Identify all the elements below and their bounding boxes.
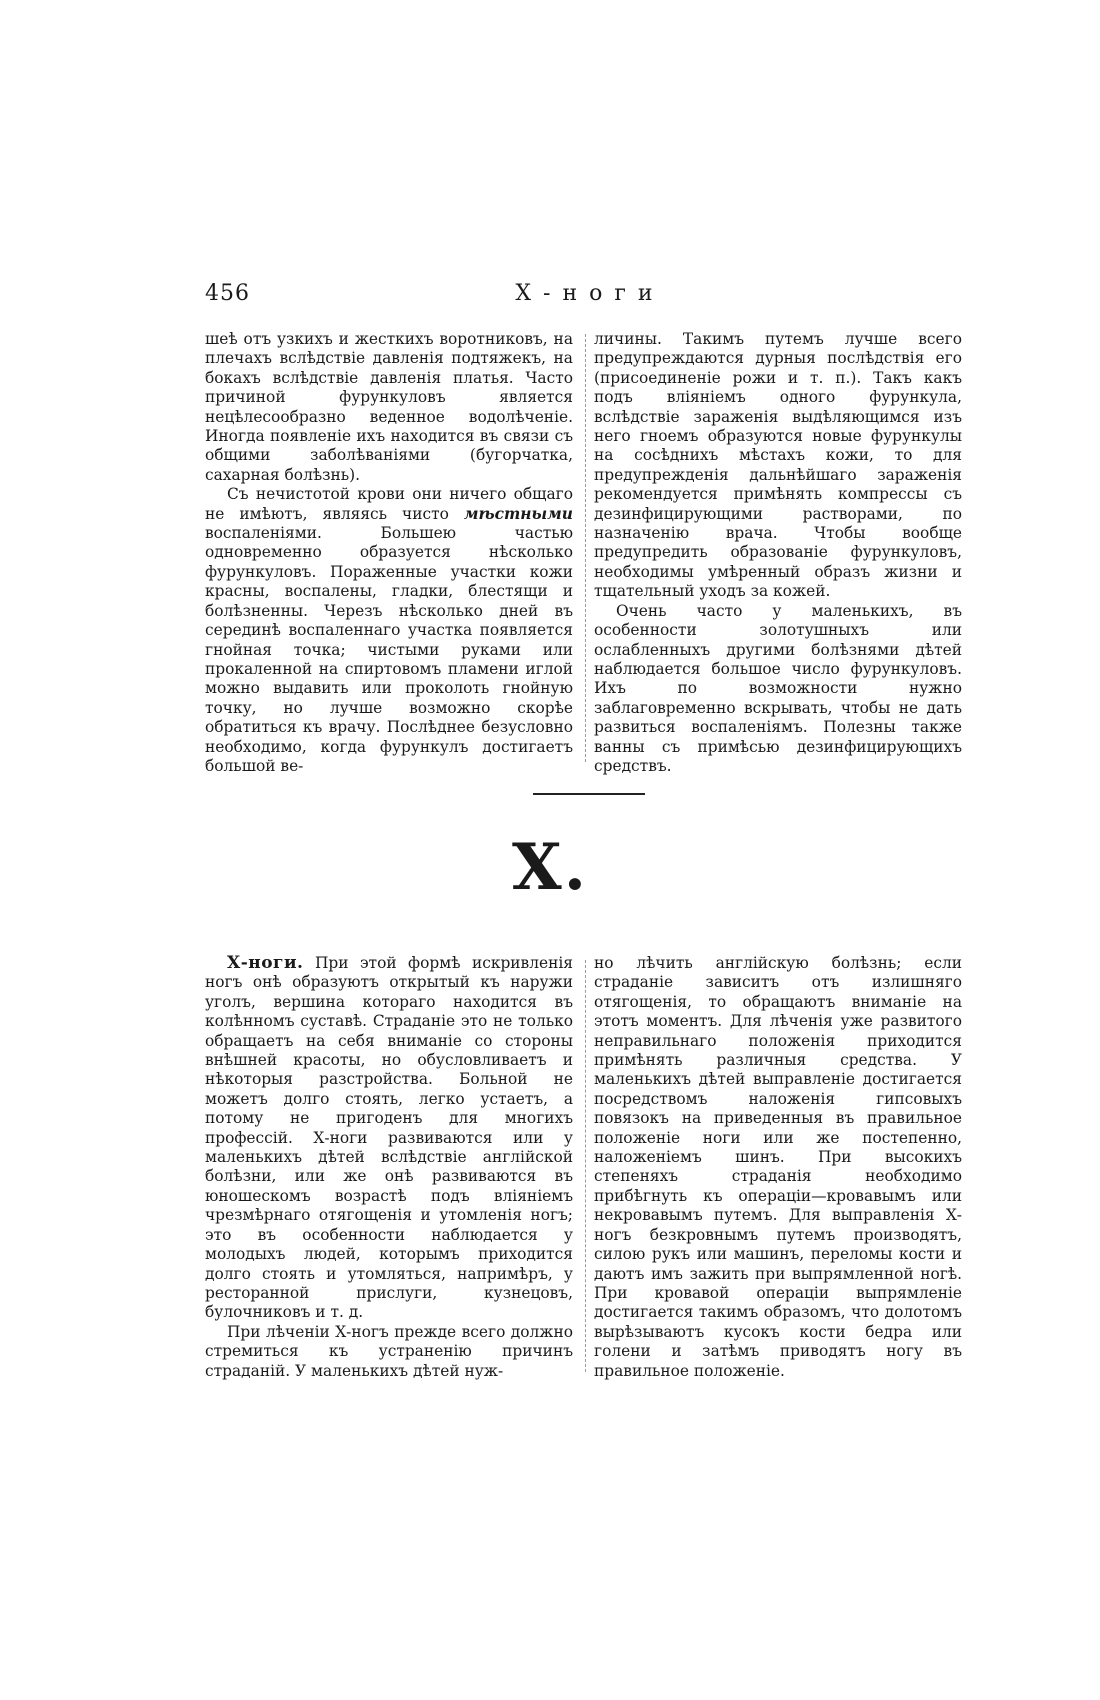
running-title: Х-ноги — [515, 281, 665, 306]
running-head — [205, 281, 975, 313]
paragraph: Очень часто у маленькихъ, въ особенности золотушныхъ или ослабленныхъ другими болѣзнями дѣтей наблюдается большое число фурункуловъ. Ихъ по возможности нужно заблаговременно вскрывать, чтобы не дать развиться воспаленіямъ. Полезны также ванны съ примѣсью дезинфицирующихъ средствъ. — [594, 601, 962, 775]
paragraph — [205, 954, 573, 1323]
paragraph: шеѣ отъ узкихъ и жесткихъ воротниковъ, на плечахъ вслѣдствіе давленія подтяжекъ, на бокахъ вслѣдствіе давленія платья. Часто причиной фурункуловъ является нецѣлесообразно веденное водолѣченіе. Иногда появленіе ихъ находится въ связи съ общими заболѣваніями (бугорчатка, сахарная болѣзнь). — [205, 330, 573, 484]
page-number: 456 — [205, 281, 250, 306]
text-run: При этой формѣ искривленія ногъ онѣ образуютъ открытый къ наружи уголъ, вершина котораго находится въ колѣнномъ суставѣ. Страданіе это не только обращаетъ на себя вниманіе со стороны внѣшней красоты, но обусловливаетъ и нѣкоторыя разстройства. Больной не можетъ долго стоять, легко устаетъ, а потому не пригоденъ для многихъ профессій. Х-ноги развиваются или у маленькихъ дѣтей вслѣдствіе англійской болѣзни, или же онѣ развиваются въ юношескомъ возрастѣ подъ вліяніемъ чрезмѣрнаго отягощенія и утомленія ногъ; это въ особенности наблюдается у молодыхъ людей, которымъ приходится долго стоять и утомляться, напримѣръ, у ресторанной прислуги, кузнецовъ, булочниковъ и т. д. — [205, 954, 573, 1322]
column-divider — [585, 960, 586, 1372]
lower-left-column — [205, 954, 573, 1381]
paragraph: личины. Такимъ путемъ лучше всего предупреждаются дурныя послѣдствія его (присоединеніе рожи и т. п.). Такъ какъ подъ вліяніемъ одного фурункула, вслѣдствіе зараженія выдѣляющимся изъ него гноемъ образуются новые фурункулы на сосѣднихъ мѣстахъ кожи, то для предупрежденія дальнѣйшаго зараженія рекомендуется примѣнять компрессы съ дезинфицирующими растворами, по назначенію врача. Чтобы вообще предупредить образованіе фурункуловъ, необходимы умѣренный образъ жизни и тщательный уходъ за кожей. — [594, 330, 962, 601]
upper-right-column — [594, 330, 962, 776]
emphasis-text: мѣстными — [463, 504, 573, 523]
paragraph: При лѣченіи Х-ногъ прежде всего должно стремиться къ устраненію причинъ страданій. У маленькихъ дѣтей нуж- — [205, 1322, 573, 1380]
entry-headword: Х-ноги. — [227, 953, 304, 973]
paragraph: но лѣчить англійскую болѣзнь; если страданіе зависитъ отъ излишняго отягощенія, то обращаютъ вниманіе на этотъ моментъ. Для лѣченія уже развитого неправильнаго положенія приходится примѣнять различныя средства. У маленькихъ дѣтей выправленіе достигается посредствомъ наложенія гипсовыхъ повязокъ на приведенныя въ правильное положеніе ноги или же постепенно, наложеніемъ шинъ. При высокихъ степеняхъ страданія необходимо прибѣгнуть къ операціи—кровавымъ или некровавымъ путемъ. Для выправленія Х-ногъ безкровнымъ путемъ производятъ, силою рукъ или машинъ, переломы кости и даютъ имъ зажить при выпрямленной ногѣ. При кровавой операціи выпрямленіе достигается такимъ образомъ, что долотомъ вырѣзываютъ кусокъ кости бедра или голени и затѣмъ приводятъ ногу въ правильное положеніе. — [594, 954, 962, 1380]
column-divider — [585, 334, 586, 762]
text-run: Съ нечистотой крови они ничего общаго не имѣютъ, являясь чисто — [205, 485, 573, 523]
paragraph — [205, 485, 573, 776]
upper-left-column — [205, 330, 573, 776]
section-rule — [533, 793, 645, 795]
section-heading: X. — [512, 830, 588, 905]
lower-right-column — [594, 954, 962, 1381]
text-run: воспаленіями. Большею частью одновременно образуется нѣсколько фурункуловъ. Пораженные участки кожи красны, воспалены, гладки, блестящи и болѣзненны. Черезъ нѣсколько дней въ серединѣ воспаленнаго участка появляется гнойная точка; чистыми руками или прокаленной на спиртовомъ пламени иглой можно выдавить или проколоть гнойную точку, но лучше возможно скорѣе обратиться къ врачу. Послѣднее безусловно необходимо, когда фурункулъ достигаетъ большой ве- — [205, 524, 573, 775]
